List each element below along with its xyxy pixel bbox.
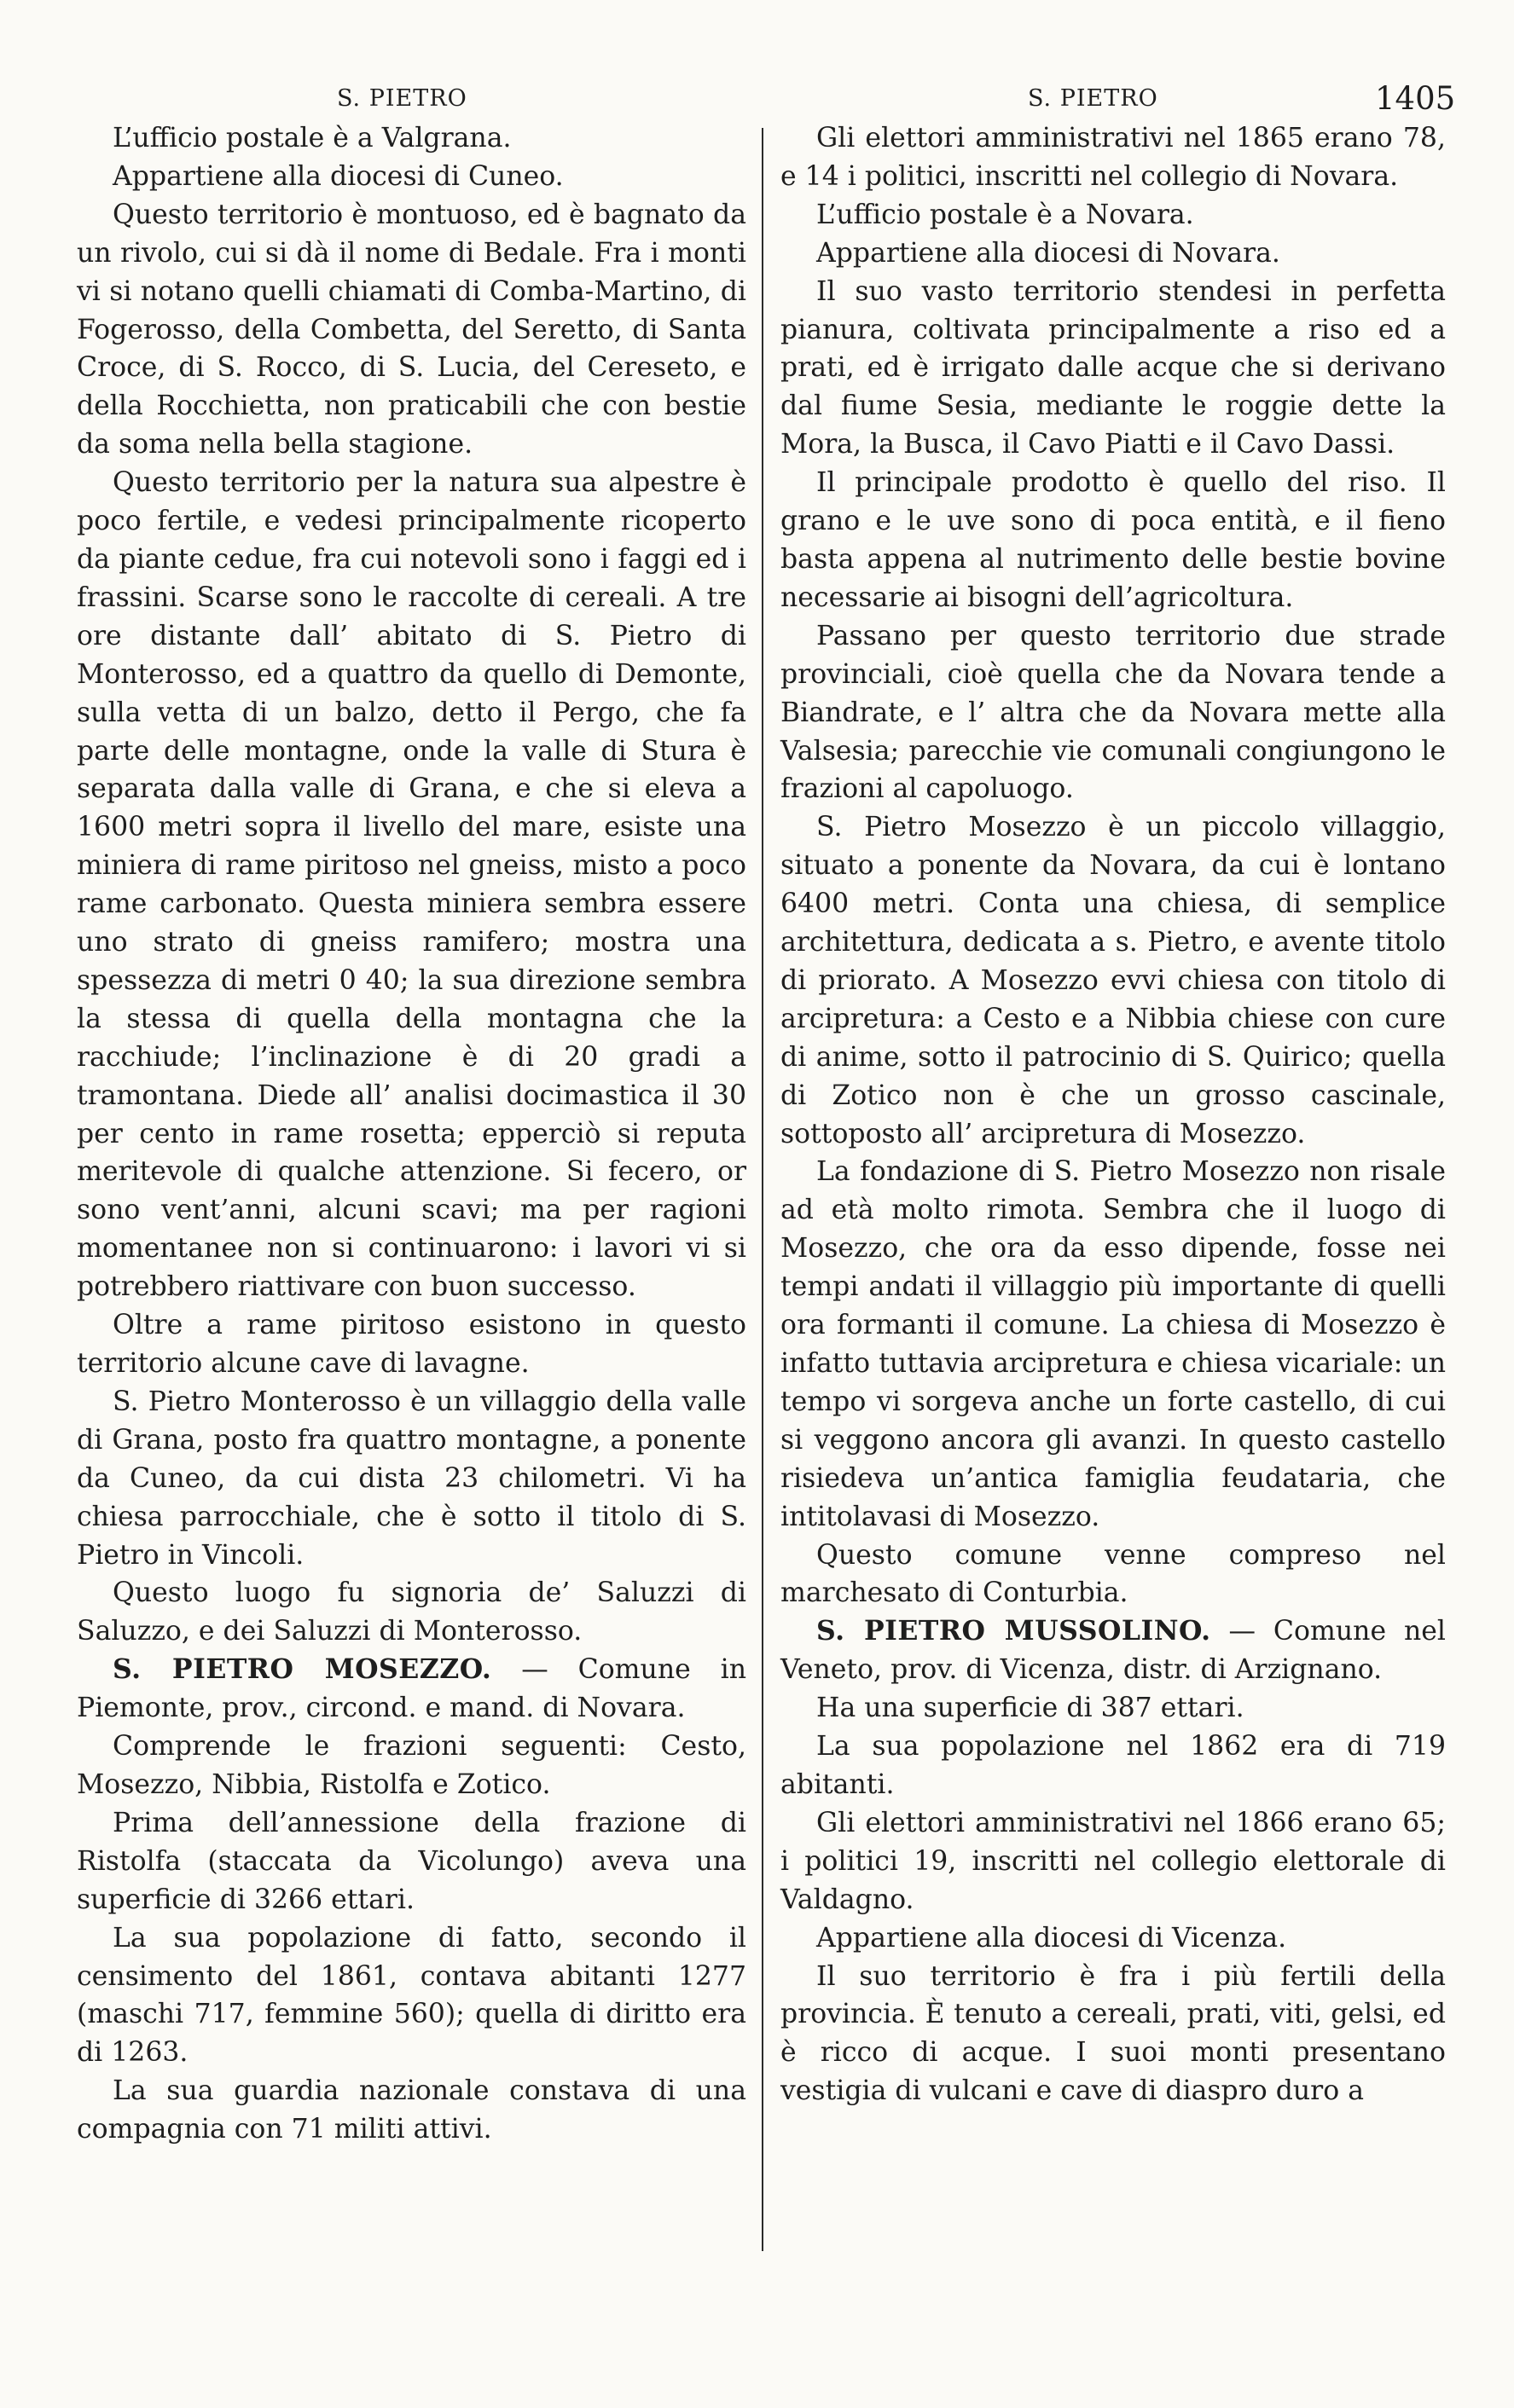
paragraph-text: La sua guardia nazionale constava di una compagnia con 71 militi attivi. — [77, 2075, 746, 2145]
running-head-right: S. PIETRO — [1028, 85, 1158, 112]
paragraph-text: L’ufficio postale è a Novara. — [816, 199, 1194, 230]
paragraph-text: L’ufficio postale è a Valgrana. — [113, 123, 512, 153]
paragraph-text: Questo territorio per la natura sua alpestre è poco fertile, e vedesi principalmente ricoperto da piante cedue, fra cui notevoli sono i faggi ed i frassini. Scarse sono le raccolte di cereali. A tre ore distante dall’ abitato di S. Pietro di Monterosso, ed a quattro da quello di Demonte, sulla vetta di un balzo, detto il Pergo, che fa parte delle montagne, onde la valle di Stura è separata dalla valle di Grana, e che si eleva a 1600 metri sopra il livello del mare, esiste una miniera di rame piritoso nel gneiss, misto a poco rame carbonato. Questa miniera sembra essere uno strato di gneiss ramifero; mostra una spessezza di metri 0 40; la sua direzione sembra la stessa di quella della montagna che la racchiude; l’inclinazione è di 20 gradi a tramontana. Diede all’ analisi docimastica il 30 per cento in rame rosetta; epperciò si reputa meritevole di qualche attenzione. Si fecero, or sono vent’anni, alcuni scavi; ma per ragioni momentanee non si continuarono: i lavori vi si potrebbero riattivare con buon successo. — [77, 467, 746, 1303]
paragraph — [77, 1383, 746, 1575]
paragraph — [780, 1537, 1446, 1613]
page-number: 1405 — [1375, 80, 1456, 117]
paragraph — [780, 617, 1446, 809]
paragraph — [77, 119, 746, 158]
paragraph — [77, 464, 746, 1306]
paragraph — [780, 196, 1446, 234]
paragraph-text: Passano per questo territorio due strade provinciali, cioè quella che da Novara tende a Biandrate, e l’ altra che da Novara mette alla Valsesia; parecchie vie comunali congiungono le frazioni al capoluogo. — [780, 620, 1446, 805]
paragraph — [77, 158, 746, 196]
paragraph-text: Questo comune venne compreso nel marchesato di Conturbia. — [780, 1539, 1446, 1609]
paragraph — [780, 808, 1446, 1153]
paragraph — [77, 1728, 746, 1804]
paragraph-text: Questo territorio è montuoso, ed è bagnato da un rivolo, cui si dà il nome di Bedale. Fra i monti vi si notano quelli chiamati di Comba-Martino, di Fogerosso, della Combetta, del Seretto, di Santa Croce, di S. Rocco, di S. Lucia, del Cereseto, e della Rocchietta, non praticabili che con bestie da soma nella bella stagione. — [77, 199, 746, 460]
paragraph — [780, 1153, 1446, 1536]
paragraph-text: Il principale prodotto è quello del riso. Il grano e le uve sono di poca entità, e il fieno basta appena al nutrimento delle bestie bovine necessarie ai bisogni dell’agricoltura. — [780, 467, 1446, 613]
running-head-left: S. PIETRO — [337, 85, 467, 112]
paragraph — [77, 1306, 746, 1383]
paragraph-text: Appartiene alla diocesi di Cuneo. — [113, 160, 564, 192]
paragraph-text: Appartiene alla diocesi di Novara. — [816, 237, 1280, 269]
paragraph — [780, 1958, 1446, 2111]
paragraph-text: Gli elettori amministrativi nel 1865 erano 78, e 14 i politici, inscritti nel collegio di Novara. — [780, 123, 1446, 192]
paragraph — [77, 2072, 746, 2149]
paragraph-text: Oltre a rame piritoso esistono in questo territorio alcune cave di lavagne. — [77, 1310, 746, 1379]
paragraph — [780, 1689, 1446, 1728]
paragraph — [780, 234, 1446, 273]
paragraph — [780, 1919, 1446, 1958]
paragraph-text: La sua popolazione nel 1862 era di 719 abitanti. — [780, 1731, 1446, 1800]
entry-heading: S. PIETRO MOSEZZO. — [113, 1653, 492, 1686]
paragraph — [77, 1574, 746, 1651]
paragraph-text: S. Pietro Mosezzo è un piccolo villaggio, situato a ponente da Novara, da cui è lontano 6400 metri. Conta una chiesa, di semplice architettura, dedicata a s. Pietro, e avente titolo di priorato. A Mosezzo evvi chiesa con titolo di arcipretura: a Cesto e a Nibbia chiese con cure di anime, sotto il patrocinio di S. Quirico; quella di Zotico non è che un grosso cascinale, sottoposto all’ arcipretura di Mosezzo. — [780, 812, 1446, 1149]
paragraph — [77, 1919, 746, 2073]
paragraph — [780, 1728, 1446, 1804]
paragraph — [77, 196, 746, 464]
paragraph-text: Appartiene alla diocesi di Vicenza. — [816, 1922, 1287, 1954]
paragraph-text: Gli elettori amministrativi nel 1866 erano 65; i politici 19, inscritti nel collegio elettorale di Valdagno. — [780, 1807, 1446, 1915]
entry-heading: S. PIETRO MUSSOLINO. — [816, 1615, 1211, 1647]
paragraph-text: S. Pietro Monterosso è un villaggio della valle di Grana, posto fra quattro montagne, a ponente da Cuneo, da cui dista 23 chilometri. Vi ha chiesa parrocchiale, che è sotto il titolo di S. Pietro in Vincoli. — [77, 1386, 746, 1571]
paragraph — [780, 1612, 1446, 1689]
paragraph-text: Questo luogo fu signoria de’ Saluzzi di Saluzzo, e dei Saluzzi di Monterosso. — [77, 1577, 746, 1647]
paragraph — [780, 1804, 1446, 1919]
paragraph — [780, 273, 1446, 465]
paragraph-text: Il suo territorio è fra i più fertili della provincia. È tenuto a cereali, prati, viti, gelsi, ed è ricco di acque. I suoi monti presentano vestigia di vulcani e cave di diaspro duro a — [780, 1960, 1446, 2107]
left-column — [77, 119, 746, 2149]
paragraph — [780, 464, 1446, 617]
paragraph-text: Il suo vasto territorio stendesi in perfetta pianura, coltivata principalmente a riso ed a prati, ed è irrigato dalle acque che si derivano dal fiume Sesia, mediante le roggie dette la Mora, la Busca, il Cavo Piatti e il Cavo Dassi. — [780, 275, 1446, 460]
column-divider — [762, 128, 763, 2251]
paragraph-text: — Comune in Piemonte, prov., circond. e mand. di Novara. — [77, 1654, 746, 1724]
paragraph-text: La sua popolazione di fatto, secondo il censimento del 1861, contava abitanti 1277 (maschi 717, femmine 560); quella di diritto era di 1263. — [77, 1922, 746, 2069]
paragraph-text: La fondazione di S. Pietro Mosezzo non risale ad età molto rimota. Sembra che il luogo di Mosezzo, che ora da esso dipende, fosse nei tempi andati il villaggio più importante di quelli ora formanti il comune. La chiesa di Mosezzo è infatto tuttavia arcipretura e chiesa vicariale: un tempo vi sorgeva anche un forte castello, di cui si veggono ancora gli avanzi. In questo castello risiedeva un’antica famiglia feudataria, che intitolavasi di Mosezzo. — [780, 1156, 1446, 1532]
right-column — [780, 119, 1446, 2110]
paragraph — [77, 1804, 746, 1919]
paragraph-text: Comprende le frazioni seguenti: Cesto, Mosezzo, Nibbia, Ristolfa e Zotico. — [77, 1731, 746, 1800]
paragraph — [780, 119, 1446, 196]
paragraph-text: Ha una superficie di 387 ettari. — [816, 1693, 1244, 1724]
paragraph-text: — Comune nel Veneto, prov. di Vicenza, distr. di Arzignano. — [780, 1616, 1446, 1686]
paragraph-text: Prima dell’annessione della frazione di Ristolfa (staccata da Vicolungo) aveva una superficie di 3266 ettari. — [77, 1807, 746, 1915]
paragraph — [77, 1651, 746, 1728]
